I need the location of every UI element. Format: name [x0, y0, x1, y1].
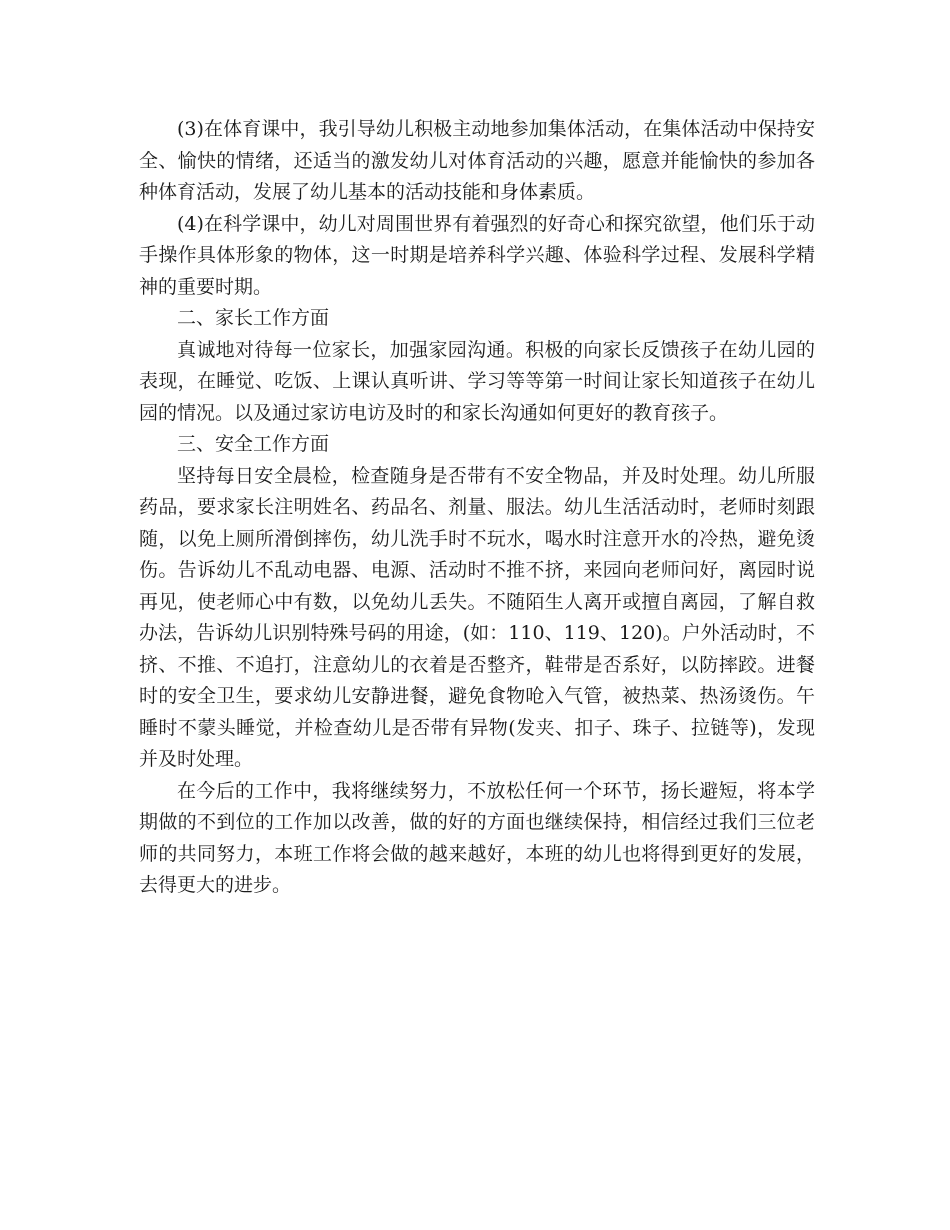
para-conclusion: 在今后的工作中，我将继续努力，不放松任何一个环节，扬长避短，将本学期做的不到位的工作加以改善，做的好的方面也继续保持，相信经过我们三位老师的共同努力，本班工作将会做的越来越好，本班的幼儿也将得到更好的发展，去得更大的进步。: [139, 779, 815, 896]
para-safety-work: 坚持每日安全晨检，检查随身是否带有不安全物品，并及时处理。幼儿所服药品，要求家长注明姓名、药品名、剂量、服法。幼儿生活活动时，老师时刻跟随，以免上厕所滑倒摔伤，幼儿洗手时不玩水，喝水时注意开水的冷热，避免烫伤。告诉幼儿不乱动电器、电源、活动时不推不挤，来园向老师问好，离园时说再见，使老师心中有数，以免幼儿丢失。不随陌生人离开或擅自离园，了解自救办法，告诉幼儿识别特殊号码的用途，(如：110、119、120)。户外活动时，不挤、不推、不追打，注意幼儿的衣着是否整齐，鞋带是否系好，以防摔跤。进餐时的安全卫生，要求幼儿安静进餐，避免食物呛入气管，被热菜、热汤烫伤。午睡时不蒙头睡觉，并检查幼儿是否带有异物(发夹、扣子、珠子、拉链等)，发现并及时处理。: [139, 464, 815, 770]
document-body: [139, 114, 815, 902]
heading-parent-work: 二、家长工作方面: [177, 307, 330, 329]
heading-safety-work: 三、安全工作方面: [177, 433, 330, 455]
para-science: (4)在科学课中，幼儿对周围世界有着强烈的好奇心和探究欲望，他们乐于动手操作具体形象的物体，这一时期是培养科学兴趣、体验科学过程、发展科学精神的重要时期。: [139, 212, 815, 298]
para-physical-education: (3)在体育课中，我引导幼儿积极主动地参加集体活动，在集体活动中保持安全、愉快的情绪，还适当的激发幼儿对体育活动的兴趣，愿意并能愉快的参加各种体育活动，发展了幼儿基本的活动技能和身体素质。: [139, 118, 815, 203]
para-parent-work: 真诚地对待每一位家长，加强家园沟通。积极的向家长反馈孩子在幼儿园的表现，在睡觉、吃饭、上课认真听讲、学习等等第一时间让家长知道孩子在幼儿园的情况。以及通过家访电访及时的和家长沟通如何更好的教育孩子。: [139, 338, 815, 424]
